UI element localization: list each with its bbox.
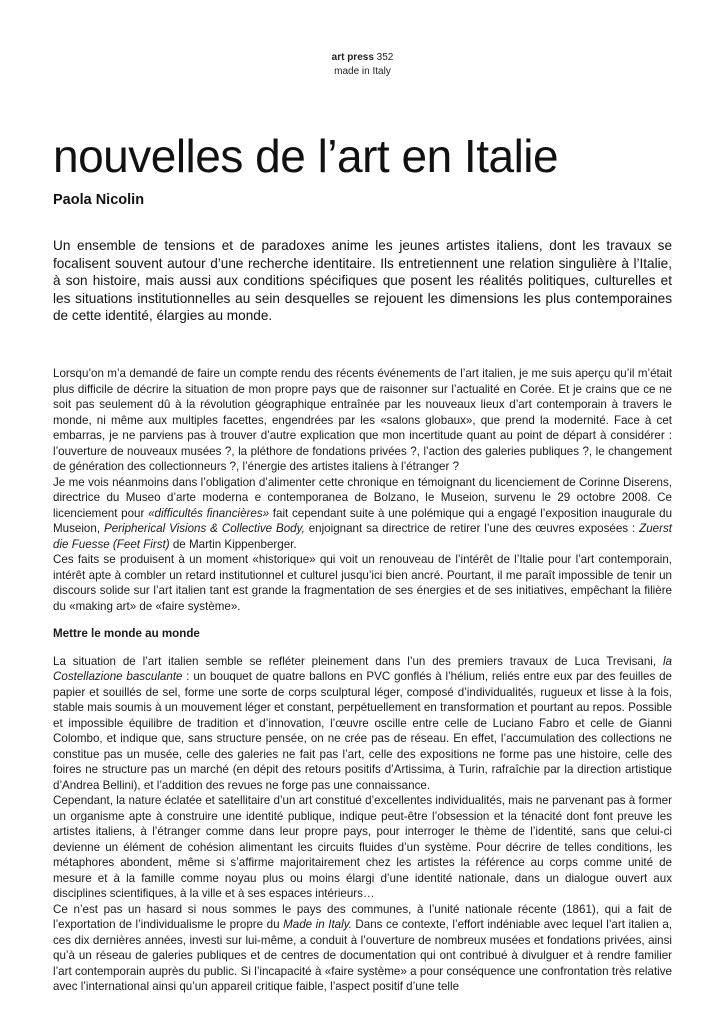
body-paragraph-3: Ces faits se produisent à un moment «historique» qui voit un renouveau de l’intérêt de l’Italie pour l’art contemporain, intérêt apte à combler un retard institutionnel et culturel jusqu’ici bien ancré. Pourtant, il me paraît impossible de tenir un discours solide sur l’art italien tant est grande la fragmentation de ses énergies et de ses initiatives, empêchant la filière du «making art» de «faire système».	[53, 553, 672, 613]
article-body	[53, 366, 672, 995]
section-label: made in Italy	[334, 66, 391, 77]
paragraph-text: de Martin Kippenberger.	[169, 537, 297, 551]
paragraph-text: Je me vois néanmoins dans l’obligation d’alimenter cette chronique en témoignant du licenciement de Corinne Diserens, directrice du Museo d’arte moderna e contemporanea de Bolzano, le Museion, survenu le 29 octobre 2008. Ce licenciement pour	[53, 475, 672, 520]
paragraph-text: Dans ce contexte, l’effort indéniable avec lequel l’art italien a, ces dix dernières années, investi sur lui-même, a conduit à l’ouverture de nombreux musées et fondations privées, ainsi qu’à un réseau de galeries publiques et de centres de documentation qui ont contribué à divulguer et à rendre familier l’art contemporain auprès du public. Si l’incapacité à «faire système» a pour conséquence une confrontation très relative avec l’international ainsi qu’un appareil critique faible, l’aspect positif d’une telle	[53, 918, 673, 993]
section-subheading: Mettre le monde au monde	[53, 627, 200, 640]
body-paragraph-1: Lorsqu’on m’a demandé de faire un compte rendu des récents événements de l’art italien, je me suis aperçu qu’il m’était plus difficile de décrire la situation de mon propre pays que de raisonner sur l’actualité en Corée. Et je crains que ce ne soit pas seulement dû à la révolution géographique entraînée par les nouveaux lieux d’art contemporain à travers le monde, ni même aux multiples facettes, engendrées par les «salons globaux», que prend la modernité. Face à cet embarras, je ne parviens pas à trouver d’autre explication que mon incertitude quant au point de départ à considérer : l’ouverture de nouveaux musées ?, la pléthore de fondations privées ?, l’action des galeries publiques ?, le changement de génération des collectionneurs ?, l’énergie des artistes italiens à l’étranger ?	[53, 367, 672, 473]
body-paragraph-5: Cependant, la nature éclatée et satellitaire d’un art constitué d’excellentes individualités, mais ne parvenant pas à former un organisme apte à construire une identité publique, indique peut-être l’obsession et la ténacité dont font preuve les artistes italiens, à l’étranger comme dans leur propre pays, pour interroger le thème de l’identité, sans que celui-ci devienne un élément de cohésion alimentant les circuits fluides d’un système. Pour décrire de telles conditions, les métaphores abondent, même si s’affirme majoritairement chez les artistes la référence au corps comme unité de mesure et à la famille comme noyau plus ou moins élargi d’une identité nationale, dans un dialogue ouvert aux disciplines scientifiques, à la ville et à ses espaces intérieurs…	[53, 794, 672, 900]
emphasis-text: «difficultés financières»	[148, 506, 270, 520]
publication-name: art press	[331, 52, 374, 63]
body-paragraph-4	[53, 654, 672, 794]
emphasis-text: Made in Italy.	[283, 918, 352, 931]
artwork-title: la Costellazione basculante	[53, 654, 672, 683]
artwork-title: Zuerst die Fuesse (Feet First)	[53, 522, 673, 551]
paragraph-text: fait cependant suite à une polémique qui a engagé l’exposition inaugurale du Museion,	[53, 506, 673, 535]
paragraph-text: Ce n’est pas un hasard si nous sommes le pays des communes, à l’unité nationale récente (1861), qui a fait de l’exportation de l’individualisme le propre du	[53, 902, 672, 931]
paragraph-text: : un bouquet de quatre ballons en PVC gonflés à l’hélium, reliés entre eux par des feuilles de papier et souillés de sel, forme une sorte de corps sculptural léger, composé d’individualités, rugueux et lisse à la fois, stable mais soumis à un mouvement léger et constant, perpétuellement en transformation et pourtant au repos. Possible et impossible équilibre de tradition et d’innovation, l’œuvre oscille entre celle de Luciano Fabro et celle de Gianni Colombo, et indique que, sans structure pensée, on ne crée pas de réseau. En effet, l’accumulation des collections ne constitue pas un musée, celle des galeries ne fait pas l’art, celle des expositions ne forme pas une histoire, celle des foires ne structure pas un marché (en dépit des retours positifs d’Artissima, à Turin, rafraîchie par la direction artistique d’Andrea Bellini), et l’addition des revues ne forge pas une connaissance.	[53, 670, 672, 792]
issue-number: 352	[376, 52, 394, 63]
paragraph-text: La situation de l’art italien semble se refléter pleinement dans l’un des premiers travaux de Luca Trevisani,	[53, 654, 663, 668]
article-author: Paola Nicolin	[53, 192, 145, 208]
page-header	[0, 51, 725, 79]
body-paragraph-2	[53, 475, 672, 553]
body-paragraph-6	[53, 902, 672, 995]
exhibition-title: Peripherical Visions & Collective Body,	[103, 522, 305, 535]
article-lead: Un ensemble de tensions et de paradoxes anime les jeunes artistes italiens, dont les travaux se focalisent souvent autour d’une recherche identitaire. Ils entretiennent une relation singulière à l’Italie, à son histoire, mais aussi aux conditions spécifiques que posent les réalités politiques, culturelles et les situations institutionnelles au sein desquelles se rejouent les dimensions les plus contemporaines de cette identité, élargies au monde.	[53, 238, 672, 323]
paragraph-text: enjoignant sa directrice de retirer l’une des œuvres exposées :	[304, 522, 640, 535]
publication-line	[0, 51, 725, 65]
article-title: nouvelles de l’art en Italie	[53, 130, 559, 182]
